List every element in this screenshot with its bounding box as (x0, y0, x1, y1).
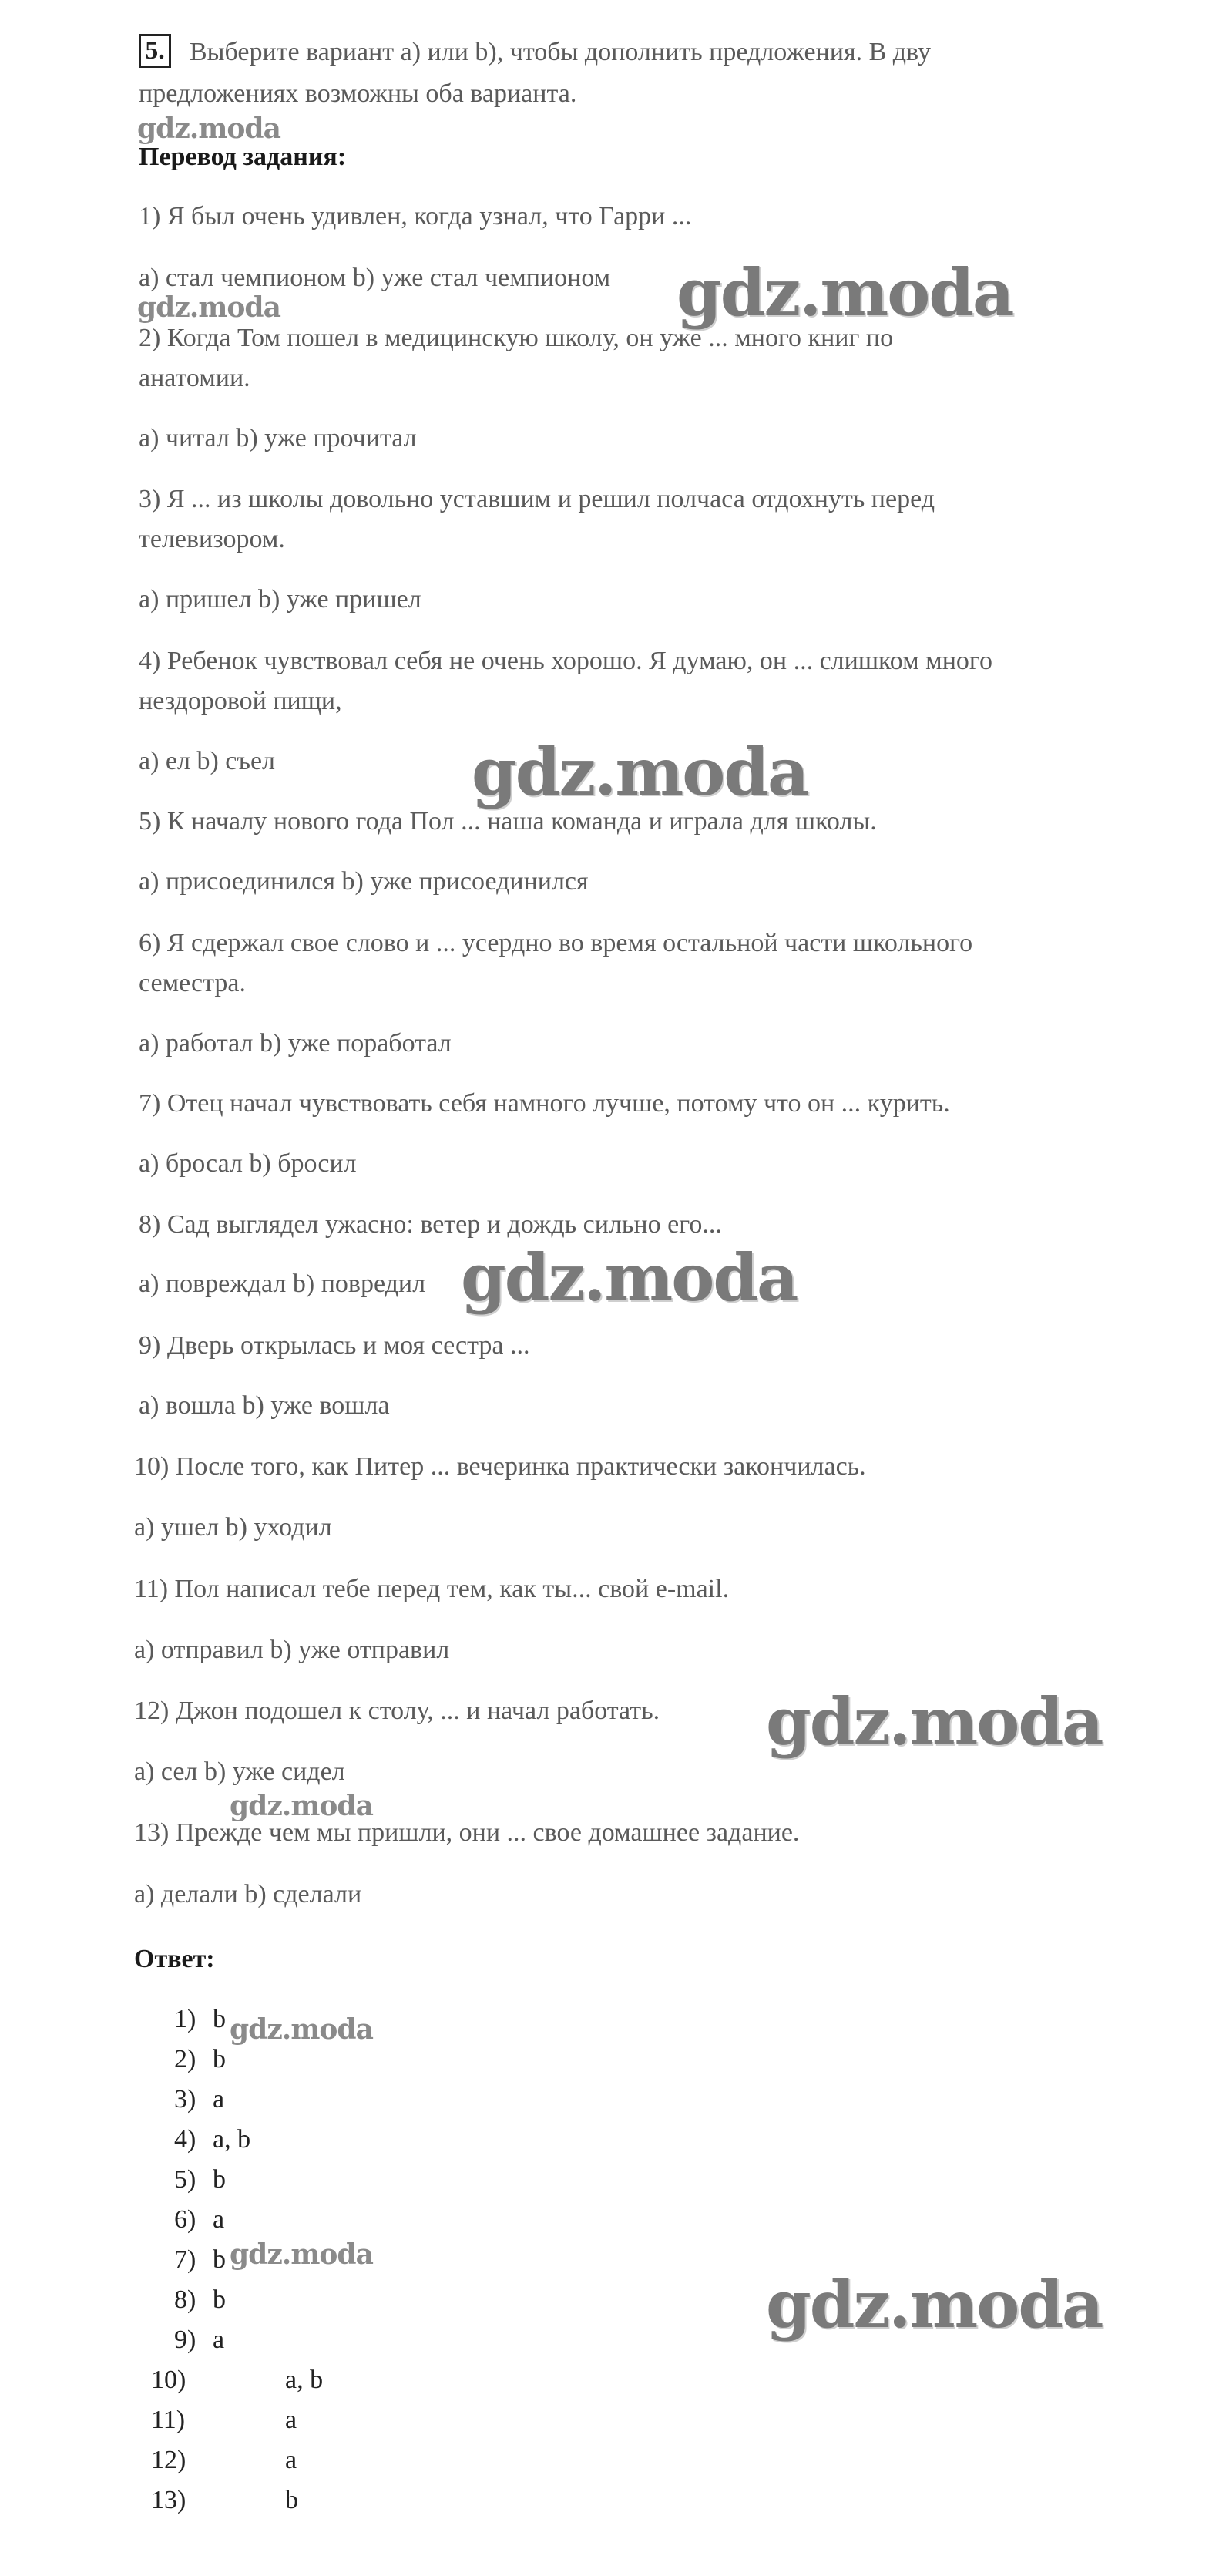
options-line: a) бросал b) бросил (139, 1149, 357, 1178)
answer-value: a, b (285, 2366, 324, 2394)
task-intro-line1: Выберите вариант a) или b), чтобы дополнить предложения. В дву (190, 38, 931, 66)
question-line: 12) Джон подошел к столу, ... и начал работать. (134, 1697, 660, 1725)
options-line: a) ел b) съел (139, 747, 276, 775)
answer-value: b (285, 2486, 298, 2514)
watermark: gdz.moda (137, 113, 280, 145)
question-line: 1) Я был очень удивлен, когда узнал, что Гарри ... (139, 202, 692, 230)
answer-number: 4) (174, 2125, 196, 2154)
answer-number: 10) (151, 2366, 186, 2394)
question-line: 2) Когда Том пошел в медицинскую школу, он уже ... много книг по (139, 324, 894, 352)
answer-number: 11) (151, 2406, 186, 2434)
answer-value: a (213, 2325, 225, 2354)
question-line: 4) Ребенок чувствовал себя не очень хорошо. Я думаю, он ... слишком много (139, 647, 992, 675)
watermark: gdz.moda (230, 2013, 373, 2046)
options-line: a) отправил b) уже отправил (134, 1636, 450, 1664)
answer-value: b (213, 2245, 226, 2274)
options-line: a) вошла b) уже вошла (139, 1391, 390, 1420)
task-intro-line2: предложениях возможны оба варианта. (139, 79, 577, 108)
answer-number: 1) (174, 2005, 196, 2033)
answer-value: a (213, 2205, 225, 2234)
watermark: gdz.moda (472, 734, 808, 810)
question-line: 8) Сад выглядел ужасно: ветер и дождь сильно его... (139, 1210, 722, 1239)
answer-number: 3) (174, 2085, 196, 2114)
answer-value: b (213, 2005, 226, 2033)
answer-value: b (213, 2285, 226, 2314)
watermark: gdz.moda (137, 291, 280, 324)
options-line: a) делали b) сделали (134, 1880, 362, 1908)
watermark: gdz.moda (766, 1683, 1103, 1760)
question-line-cont: телевизором. (139, 525, 285, 553)
question-line: 7) Отец начал чувствовать себя намного лучше, потому что он ... курить. (139, 1089, 950, 1118)
answer-number: 6) (174, 2205, 196, 2234)
question-line: 6) Я сдержал свое слово и ... усердно во время остальной части школьного (139, 929, 973, 957)
question-line-cont: семестра. (139, 969, 247, 997)
watermark: gdz.moda (766, 2266, 1103, 2342)
question-line: 13) Прежде чем мы пришли, они ... свое домашнее задание. (134, 1818, 800, 1847)
answer-number: 7) (174, 2245, 196, 2274)
watermark: gdz.moda (461, 1239, 798, 1316)
answer-value: a, b (213, 2125, 251, 2154)
answer-heading: Ответ: (134, 1945, 215, 1973)
options-line: a) читал b) уже прочитал (139, 424, 417, 452)
question-line: 10) После того, как Питер ... вечеринка практически закончилась. (134, 1452, 866, 1481)
answer-value: b (213, 2045, 226, 2073)
options-line: a) повреждал b) повредил (139, 1270, 426, 1298)
answer-value: a (285, 2446, 297, 2474)
options-line: a) стал чемпионом b) уже стал чемпионом (139, 264, 611, 292)
answer-number: 12) (151, 2446, 186, 2474)
answer-value: b (213, 2165, 226, 2194)
options-line: a) сел b) уже сидел (134, 1757, 345, 1786)
answer-value: a (213, 2085, 225, 2114)
watermark: gdz.moda (677, 254, 1013, 331)
question-line: 9) Дверь открылась и моя сестра ... (139, 1331, 530, 1360)
watermark: gdz.moda (230, 2238, 373, 2271)
watermark: gdz.moda (230, 1790, 373, 1822)
translation-heading: Перевод задания: (139, 143, 347, 171)
answer-number: 5) (174, 2165, 196, 2194)
question-line: 5) К началу нового года Пол ... наша команда и играла для школы. (139, 807, 877, 836)
question-line: 3) Я ... из школы довольно уставшим и решил полчаса отдохнуть перед (139, 485, 935, 513)
question-line: 11) Пол написал тебе перед тем, как ты... свой e-mail. (134, 1575, 730, 1603)
task-number-box: 5. (139, 34, 171, 68)
options-line: a) пришел b) уже пришел (139, 585, 421, 614)
answer-number: 8) (174, 2285, 196, 2314)
options-line: a) присоединился b) уже присоединился (139, 867, 589, 896)
answer-number: 13) (151, 2486, 186, 2514)
question-line-cont: нездоровой пищи, (139, 687, 342, 715)
options-line: a) ушел b) уходил (134, 1513, 332, 1542)
answer-number: 2) (174, 2045, 196, 2073)
options-line: a) работал b) уже поработал (139, 1029, 452, 1058)
answer-number: 9) (174, 2325, 196, 2354)
answer-value: a (285, 2406, 297, 2434)
question-line-cont: анатомии. (139, 364, 250, 392)
